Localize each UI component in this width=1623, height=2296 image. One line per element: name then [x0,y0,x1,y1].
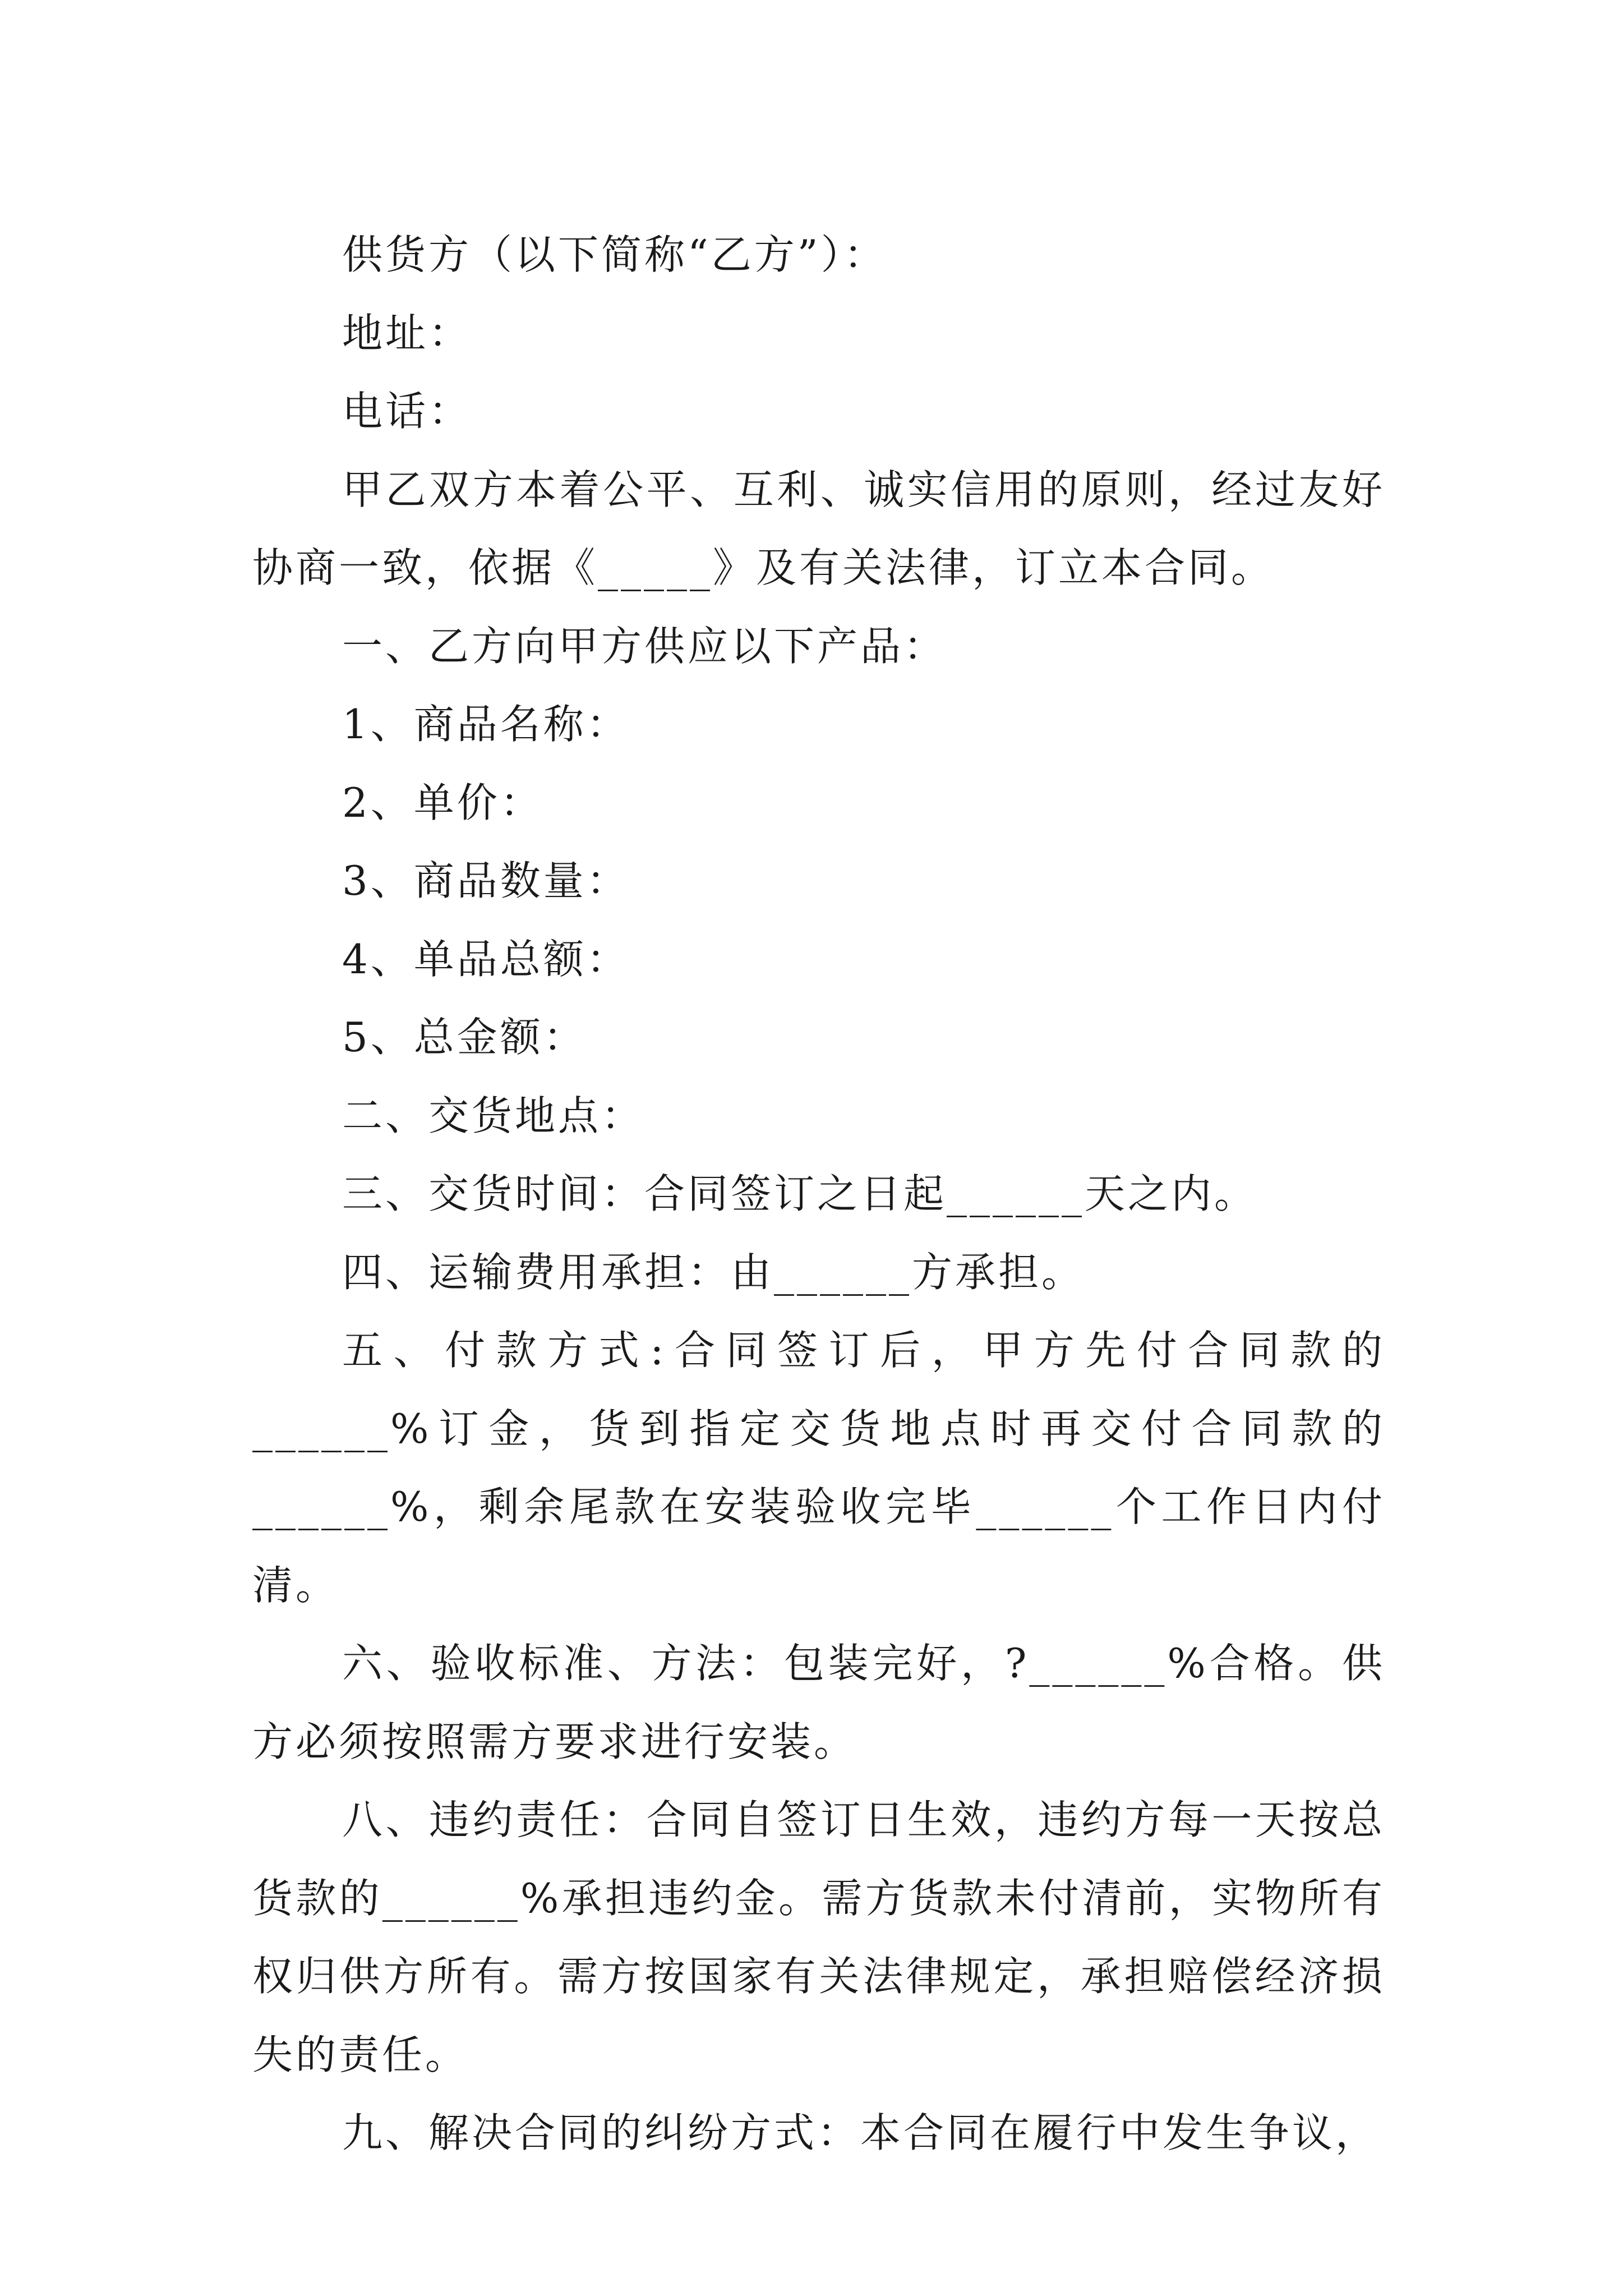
contract-body [252,216,1385,2173]
paragraph-section-4: 四、运输费用承担：由______方承担。 [342,1248,1085,1296]
paragraph-item-quantity: 3、商品数量： [342,857,630,904]
paragraph-phone: 电话： [342,388,472,435]
paragraph-section-6: 六、验收标准、方法：包装完好，?______%合格。供方必须按照需方要求进行安装。 [252,1640,1385,1765]
paragraph-item-unit-price: 2、单价： [342,779,543,826]
paragraph-address: 地址： [342,309,472,357]
paragraph-section-1: 一、乙方向甲方供应以下产品： [342,622,947,670]
paragraph-section-3: 三、交货时间：合同签订之日起______天之内。 [342,1170,1258,1217]
paragraph-supplier: 供货方（以下简称“乙方”）： [342,231,887,278]
paragraph-section-2: 二、交货地点： [342,1092,645,1139]
paragraph-item-total: 5、总金额： [342,1014,587,1061]
paragraph-section-9: 九、解决合同的纠纷方式：本合同在履行中发生争议， [342,2109,1379,2156]
paragraph-item-name: 1、商品名称： [342,701,630,748]
paragraph-section-5: 五、付款方式:合同签订后，甲方先付合同款的______%订金，货到指定交货地点时再交付合同款的______%，剩余尾款在安装验收完毕______个工作日内付清。 [252,1327,1385,1609]
paragraph-section-8: 八、违约责任：合同自签订日生效，违约方每一天按总货款的______%承担违约金。需方货款未付清前，实物所有权归供方所有。需方按国家有关法律规定，承担赔偿经济损失的责任。 [252,1796,1385,2078]
paragraph-item-subtotal: 4、单品总额： [342,935,630,983]
paragraph-preamble: 甲乙双方本着公平、互利、诚实信用的原则，经过友好协商一致，依据《_____》及有关法律，订立本合同。 [252,466,1385,591]
